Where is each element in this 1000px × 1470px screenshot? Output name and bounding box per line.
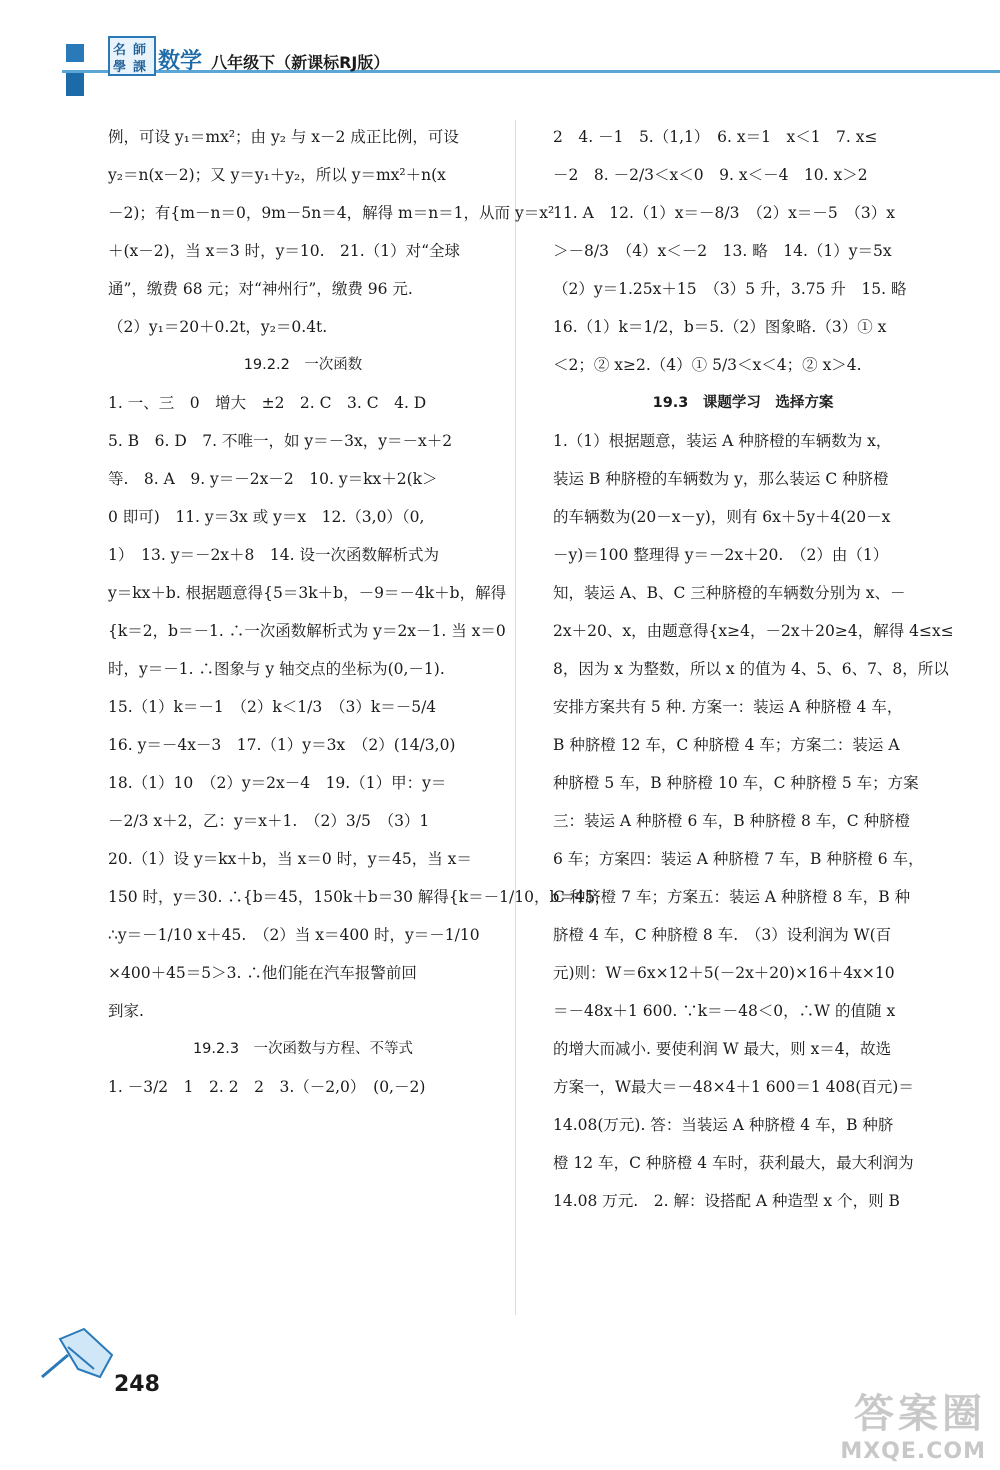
pushpin-icon [38, 1325, 116, 1383]
series-logo [108, 36, 156, 76]
answer-line: 知，装运 A、B、C 三种脐橙的车辆数分别为 x、－ [553, 584, 906, 602]
answer-line: 18.（1）10 （2）y＝2x－4 19.（1）甲：y＝ [108, 774, 447, 792]
header-block-bottom [66, 70, 84, 96]
watermark [840, 1382, 986, 1464]
header-block-top [66, 44, 84, 62]
answer-line: －2)；有{m－n＝0，9m－5n＝4，解得 m＝n＝1，从而 y＝x² [108, 204, 555, 222]
answer-line: 到家. [108, 1002, 144, 1020]
answer-line: 安排方案共有 5 种. 方案一：装运 A 种脐橙 4 车， [553, 698, 903, 716]
answer-line: （2）y₁＝20＋0.2t，y₂＝0.4t. [108, 318, 328, 336]
answer-line: 通”，缴费 68 元；对“神州行”，缴费 96 元. [108, 280, 413, 298]
answer-line: 等. 8. A 9. y＝－2x－2 10. y＝kx＋2(k＞ [108, 470, 438, 488]
answer-line: 5. B 6. D 7. 不唯一，如 y＝－3x，y＝－x＋2 [108, 432, 453, 450]
answer-line: 方案一，W最大＝－48×4＋1 600＝1 408(百元)＝ [553, 1078, 914, 1096]
answer-line: －y)＝100 整理得 y＝－2x＋20. （2）由（1） [553, 546, 889, 564]
answer-line: 15.（1）k＝－1 （2）k＜1/3 （3）k＝－5/4 [108, 698, 437, 716]
logo-char: 學 [113, 60, 127, 75]
answer-line: 11. A 12.（1）x＝－8/3 （2）x＝－5 （3）x [553, 204, 896, 222]
answer-line: 装运 B 种脐橙的车辆数为 y，那么装运 C 种脐橙 [553, 470, 889, 488]
answer-line: 的增大而减小. 要使利润 W 最大，则 x＝4，故选 [553, 1040, 892, 1058]
answer-line: ＜2；② x≥2.（4）① 5/3＜x＜4；② x＞4. [553, 356, 862, 374]
answer-line: 14.08(万元). 答：当装运 A 种脐橙 4 车，B 种脐 [553, 1116, 894, 1134]
answer-line: 0 即可) 11. y＝3x 或 y＝x 12.（3,0）（0, [108, 508, 425, 526]
answer-line: －2 8. －2/3＜x＜0 9. x＜－4 10. x＞2 [553, 166, 868, 184]
answer-line: 16.（1）k＝1/2，b＝5.（2）图象略.（3）① x [553, 318, 887, 336]
answer-line: ＞－8/3 （4）x＜－2 13. 略 14.（1）y＝5x [553, 242, 892, 260]
answer-line: 种脐橙 5 车，B 种脐橙 10 车，C 种脐橙 5 车；方案 [553, 774, 919, 792]
book-title [158, 44, 389, 75]
answer-line: 橙 12 车，C 种脐橙 4 车时，获利最大，最大利润为 [553, 1154, 914, 1172]
answer-line: 脐橙 4 车，C 种脐橙 8 车. （3）设利润为 W(百 [553, 926, 892, 944]
book-subject: 数学 [158, 49, 203, 74]
left-column [108, 118, 611, 1106]
answer-line: y＝kx＋b. 根据题意得{5＝3k＋b，－9＝－4k＋b，解得 [108, 584, 507, 602]
answer-line: C 种脐橙 7 车；方案五：装运 A 种脐橙 8 车，B 种 [553, 888, 911, 906]
answer-line: {k＝2，b＝－1. ∴一次函数解析式为 y＝2x－1. 当 x＝0 [108, 622, 506, 640]
answer-line: 时，y＝－1. ∴图象与 y 轴交点的坐标为(0,－1). [108, 660, 445, 678]
answer-line: 1.（1）根据题意，装运 A 种脐橙的车辆数为 x， [553, 432, 892, 450]
answer-line: 16. y＝－4x－3 17.（1）y＝3x （2）(14/3,0) [108, 736, 456, 754]
section-heading: 19.3 课题学习 选择方案 [652, 395, 834, 411]
answer-line: B 种脐橙 12 车，C 种脐橙 4 车；方案二：装运 A [553, 736, 900, 754]
answer-line: －2/3 x＋2，乙：y＝x＋1. （2）3/5 （3）1 [108, 812, 430, 830]
answer-line: ＋(x－2)，当 x＝3 时，y＝10. 21.（1）对“全球 [108, 242, 460, 260]
answer-line: ∴y＝－1/10 x＋45. （2）当 x＝400 时，y＝－1/10 [108, 926, 480, 944]
section-heading: 19.2.3 一次函数与方程、不等式 [192, 1041, 414, 1057]
answer-line: 14.08 万元. 2. 解：设搭配 A 种造型 x 个，则 B [553, 1192, 900, 1210]
book-grade: 八年级下（新课标RJ版） [211, 53, 390, 72]
section-heading: 19.2.2 一次函数 [243, 357, 363, 373]
logo-char: 課 [133, 60, 147, 75]
page-number: 248 [114, 1372, 160, 1397]
answer-line: 三：装运 A 种脐橙 6 车，B 种脐橙 8 车，C 种脐橙 [553, 812, 911, 830]
answer-line: ×400＋45＝5＞3. ∴他们能在汽车报警前回 [108, 964, 417, 982]
watermark-text: 答案圈 [854, 1391, 986, 1437]
answer-line: ＝－48x＋1 600. ∵k＝－48＜0，∴W 的值随 x [553, 1002, 896, 1020]
answer-line: 元)则：W＝6x×12＋5(－2x＋20)×16＋4x×10 [553, 964, 895, 982]
answer-line: 8，因为 x 为整数，所以 x 的值为 4、5、6、7、8，所以 [553, 660, 949, 678]
logo-char: 師 [133, 43, 147, 58]
answer-line: （2）y＝1.25x＋15 （3）5 升，3.75 升 15. 略 [553, 280, 907, 298]
answer-line: 2x＋20、x，由题意得{x≥4，－2x＋20≥4，解得 4≤x≤ [553, 622, 954, 640]
answer-line: 2 4. －1 5.（1,1） 6. x＝1 x＜1 7. x≤ [553, 128, 878, 146]
answer-line: 1. －3/2 1 2. 2 2 3.（－2,0） (0,－2) [108, 1078, 426, 1096]
answer-line: 150 时，y＝30. ∴{b＝45，150k＋b＝30 解得{k＝－1/10，b＝45， [108, 888, 611, 906]
answer-line: 20.（1）设 y＝kx＋b，当 x＝0 时，y＝45，当 x＝ [108, 850, 472, 868]
answer-line: 1） 13. y＝－2x＋8 14. 设一次函数解析式为 [108, 546, 439, 564]
right-column [553, 118, 954, 1220]
answer-line: y₂＝n(x－2)；又 y＝y₁＋y₂，所以 y＝mx²＋n(x [108, 166, 446, 184]
watermark-url: MXQE.COM [840, 1439, 986, 1464]
answer-line: 例，可设 y₁＝mx²；由 y₂ 与 x－2 成正比例，可设 [108, 128, 459, 146]
answer-line: 的车辆数为(20－x－y)，则有 6x＋5y＋4(20－x [553, 508, 891, 526]
column-divider [515, 120, 516, 1315]
answer-line: 1. 一、三 0 增大 ±2 2. C 3. C 4. D [108, 394, 427, 412]
logo-char: 名 [113, 43, 127, 58]
answer-line: 6 车；方案四：装运 A 种脐橙 7 车，B 种脐橙 6 车， [553, 850, 924, 868]
